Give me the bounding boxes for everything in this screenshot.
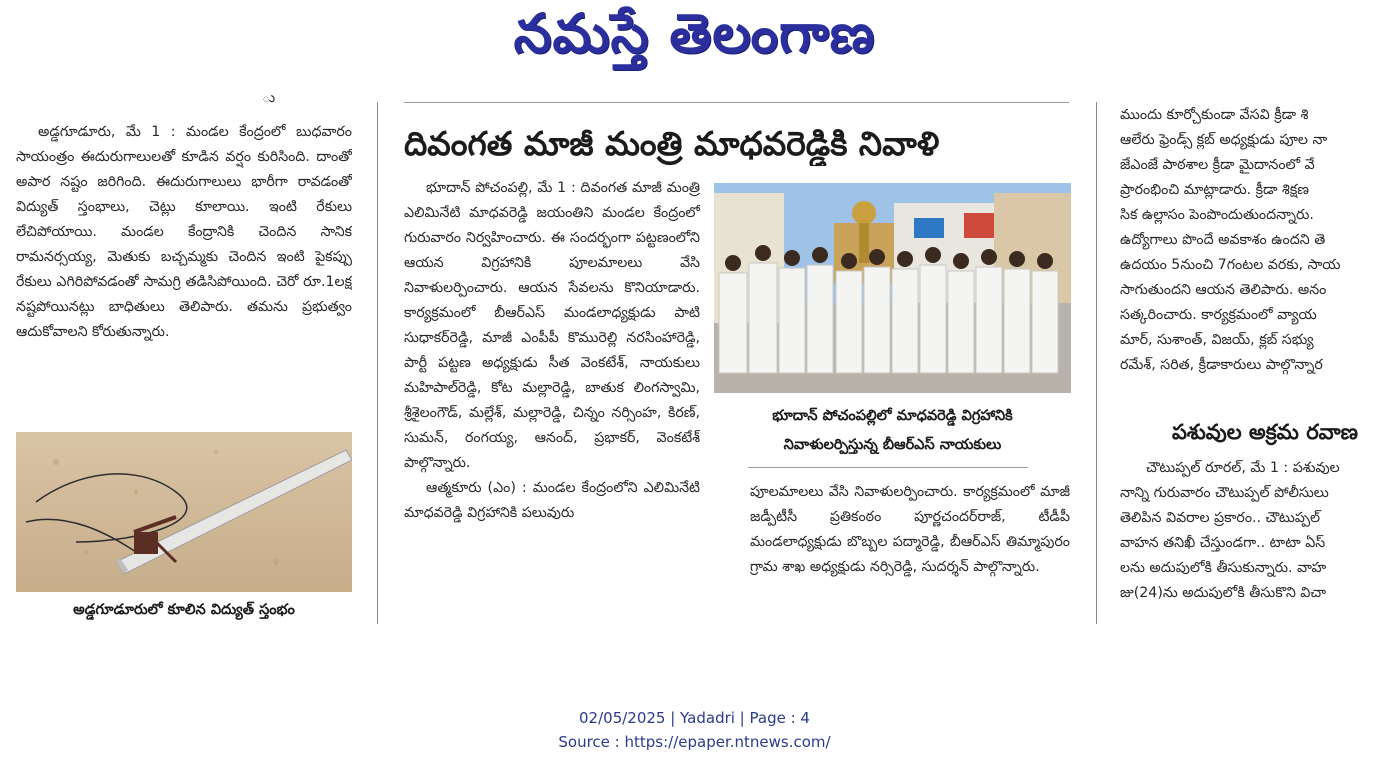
- footer-date-edition: 02/05/2025 | Yadadri | Page : 4: [579, 709, 810, 727]
- right-line: వాహన తనిఖీ చేస్తుండగా.. టాటా ఏస్: [1120, 535, 1326, 551]
- right-line: లను అదుపులోకి తీసుకున్నారు. వాహ: [1120, 560, 1327, 576]
- center-article-col2: [750, 480, 1070, 618]
- tribute-image: [714, 183, 1071, 393]
- right-line: చౌటుప్పల్ రూరల్, మే 1 : పశువుల: [1146, 460, 1340, 476]
- center-article-para3: పూలమాలలు వేసి నివాళులర్పించారు. కార్యక్రమంలో మాజీ జడ్పీటీసీ ప్రతికంఠం పూర్ణచందర్‌రాజ్, టీడీపీ మండలాధ్యక్షుడు బొబ్బల పద్మారెడ్డి, బీఆర్ఎస్ తిమ్మాపురం గ్రామ శాఖ అధ్యక్షుడు నర్సిరెడ్డి, సుదర్శన్ పాల్గొన్నారు.: [750, 484, 1070, 575]
- right-line: ఆలేరు ఫ్రెండ్స్ క్లబ్ అధ్యక్షుడు పూల నా: [1120, 132, 1328, 148]
- right-line: జు(24)ను అదుపులోకి తీసుకొని విచా: [1120, 585, 1327, 601]
- right-line: సత్కరించారు. కార్యక్రమంలో వ్యాయ: [1120, 307, 1317, 323]
- right-line: నాన్ని గురువారం చౌటుప్పల్ పోలీసులు: [1120, 485, 1329, 501]
- main-headline: దివంగత మాజీ మంత్రి మాధవరెడ్డికి నివాళి: [404, 124, 940, 163]
- right-line: ఉద్యోగాలు పొందే అవకాశం ఉందని తె: [1120, 232, 1326, 248]
- headline-rule: [404, 102, 1069, 103]
- right-article-bottom: [1120, 456, 1389, 618]
- fallen-pole-image: [16, 432, 352, 592]
- right-line: జేఎంజే పాఠశాల క్రీడా మైదానంలో వే: [1120, 157, 1315, 173]
- left-photo-caption: అడ్డగూడూరులో కూలిన విద్యుత్ స్తంభం: [73, 602, 295, 618]
- center-photo-caption-line2: నివాళులర్పిస్తున్న బీఆర్ఎస్ నాయకులు: [783, 437, 1002, 453]
- center-photo-caption-line1: భూదాన్ పోచంపల్లిలో మాధవరెడ్డి విగ్రహానికి: [772, 408, 1013, 424]
- right-line: ఉదయం 5నుంచి 7గంటల వరకు, సాయ: [1120, 257, 1341, 273]
- left-article-body: అడ్డగూడూరు, మే 1 : మండల కేంద్రంలో బుధవారం సాయంత్రం ఈదురుగాలులతో కూడిన వర్షం కురిసింది. దాంతో అపార నష్టం జరిగింది. ఈదురుగాలులు భారీగా రావడంతో విద్యుత్ స్తంభాలు, చెట్లు కూలాయి. ఇంటి రేకులు లేచిపోయాయి. మండల కేంద్రానికి చెందిన సానిక రామనర్సయ్య, మెతుకు బచ్చమ్మకు చెందిన ఇంటి పైకప్పు రేకులు ఎగిరిపోవడంతో సామగ్రి తడిసిపోయింది. చెరో రూ.1లక్ష నష్టపోయినట్లు బాధితులు తెలిపారు. తమను ప్రభుత్వం ఆదుకోవాలని కోరుతున్నారు.: [16, 124, 352, 340]
- fallen-pole-photo: [16, 432, 352, 592]
- center-article-para1: భూదాన్ పోచంపల్లి, మే 1 : దివంగత మాజీ మంత్రి ఎలిమినేటి మాధవరెడ్డి జయంతిని మండల కేంద్రంలో గురువారం నిర్వహించారు. ఈ సందర్భంగా పట్టణంలోని ఆయన విగ్రహానికి పూలమాలలు వేసి నివాళులర్పించారు. ఆయన సేవలను కొనియాడారు. కార్యక్రమంలో బీఆర్ఎస్ మండలాధ్యక్షుడు పాటి సుధాకర్‌రెడ్డి, మాజీ ఎంపీపీ కొమురెల్లి నరసింహారెడ్డి, పార్టీ పట్టణ అధ్యక్షుడు సీత వెంకటేశ్, నాయకులు మహిపాల్‌రెడ్డి, కోట మల్లారెడ్డి, బాతుక లింగస్వామి, శ్రీశైలంగౌడ్, మల్లేశ్, మల్లారెడ్డి, చిన్నం నర్సింహ, కిరణ్, సుమన్, రంగయ్య, ఆనంద్, ప్రభాకర్, వెంకటేశ్ పాల్గొన్నారు.: [404, 180, 700, 471]
- caption-rule: [748, 467, 1028, 468]
- masthead: [0, 2, 1389, 79]
- footer-source: Source : https://epaper.ntnews.com/: [558, 733, 831, 751]
- center-article-col1: [404, 176, 700, 619]
- right-subheadline: పశువుల అక్రమ రవాణ: [1172, 420, 1359, 444]
- newspaper-title: నమస్తే తెలంగాణ: [513, 2, 876, 65]
- right-line: సాగుతుందని ఆయన తెలిపారు. అనం: [1120, 282, 1327, 298]
- right-line: సిక ఉల్లాసం పెంపొందుతుందన్నారు.: [1120, 207, 1314, 223]
- left-top-fragment: ు: [262, 90, 276, 104]
- right-line: ప్రారంభించి మాట్లాడారు. క్రీడా శిక్షణ: [1120, 182, 1309, 198]
- left-article: [16, 120, 352, 423]
- tribute-photo: [714, 183, 1071, 393]
- right-line: రమేశ్, సరిత, క్రీడాకారులు పాల్గొన్నార: [1120, 357, 1323, 373]
- right-line: మార్, సుశాంత్, విజయ్, క్లబ్ సభ్యు: [1120, 332, 1314, 348]
- right-article-top: [1120, 103, 1389, 413]
- center-article-para2: ఆత్మకూరు (ఎం) : మండల కేంద్రంలోని ఎలిమినేటి మాధవరెడ్డి విగ్రహానికి పలువురు: [404, 480, 700, 521]
- right-line: ముందు కూర్చోకుండా వేసవి క్రీడా శి: [1120, 107, 1309, 123]
- column-divider-left: [377, 102, 378, 624]
- right-line: తెలిపిన వివరాల ప్రకారం.. చౌటుప్పల్: [1120, 510, 1321, 526]
- column-divider-right: [1096, 102, 1097, 624]
